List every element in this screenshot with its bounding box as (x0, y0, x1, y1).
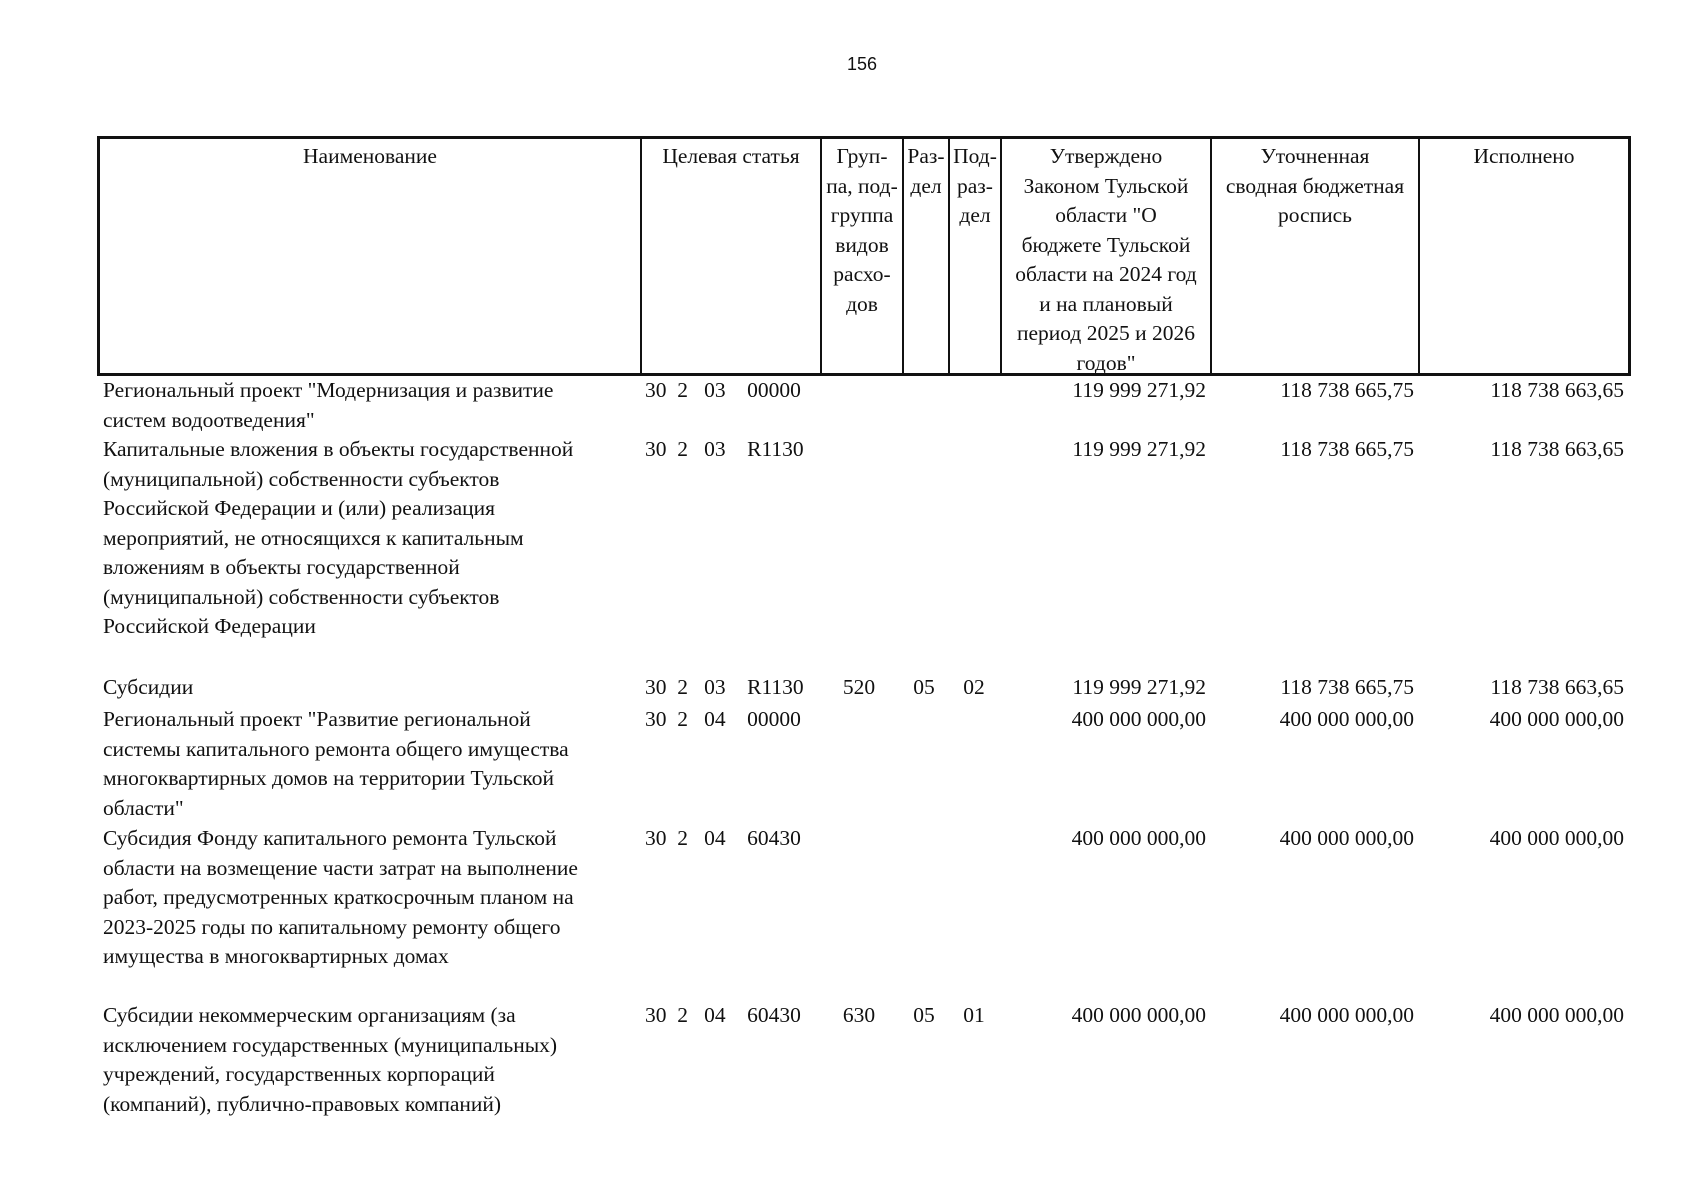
row-executed: 118 738 663,65 (1490, 675, 1624, 699)
row-approved: 119 999 271,92 (1072, 675, 1206, 699)
row-refined: 118 738 665,75 (1280, 675, 1414, 699)
row-subsection: 02 (963, 675, 985, 699)
page-number: 156 (846, 54, 878, 74)
row-code: 30 2 04 60430 (645, 1003, 801, 1027)
header-section: Раз- дел (904, 139, 950, 373)
row-refined: 118 738 665,75 (1280, 378, 1414, 402)
row-name: Субсидии (103, 675, 194, 699)
row-approved: 400 000 000,00 (1071, 707, 1206, 731)
row-code: 30 2 04 60430 (645, 826, 801, 850)
row-executed: 118 738 663,65 (1490, 378, 1624, 402)
row-name: Региональный проект "Развитие региональной системы капитального ремонта общего имущества многоквартирных домов на территории Тульской области" (103, 707, 569, 820)
row-group: 630 (842, 1003, 876, 1027)
row-refined: 118 738 665,75 (1280, 437, 1414, 461)
row-code: 30 2 04 00000 (645, 707, 801, 731)
row-code: 30 2 03 R1130 (645, 675, 804, 699)
row-section: 05 (913, 1003, 935, 1027)
row-subsection: 01 (963, 1003, 985, 1027)
header-approved: Утверждено Законом Тульской области "О бюджете Тульской области на 2024 год и на плановый период 2025 и 2026 годов" (1002, 139, 1212, 373)
row-approved: 119 999 271,92 (1072, 437, 1206, 461)
row-code: 30 2 03 R1130 (645, 437, 804, 461)
row-code: 30 2 03 00000 (645, 378, 801, 402)
table-header (97, 136, 1631, 376)
row-refined: 400 000 000,00 (1279, 707, 1414, 731)
row-name: Капитальные вложения в объекты государственной (муниципальной) собственности субъектов Российской Федерации и (или) реализация мероприятий, не относящихся к капитальным вложениям в объекты государственной (муниципальной) собственности субъектов Российской Федерации (103, 437, 574, 638)
row-executed: 118 738 663,65 (1490, 437, 1624, 461)
row-approved: 400 000 000,00 (1071, 1003, 1206, 1027)
row-refined: 400 000 000,00 (1279, 826, 1414, 850)
row-name: Субсидия Фонду капитального ремонта Тульской области на возмещение части затрат на выполнение работ, предусмотренных краткосрочным планом на 2023-2025 годы по капитальному ремонту общего имущества в многоквартирных домах (103, 826, 578, 968)
row-section: 05 (913, 675, 935, 699)
row-approved: 400 000 000,00 (1071, 826, 1206, 850)
row-refined: 400 000 000,00 (1279, 1003, 1414, 1027)
header-name: Наименование (100, 139, 642, 373)
header-expense-group: Груп- па, под- группа видов расхо- дов (822, 139, 904, 373)
header-target-article: Целевая статья (642, 139, 822, 373)
header-subsection: Под- раз- дел (950, 139, 1002, 373)
row-executed: 400 000 000,00 (1489, 826, 1624, 850)
row-name: Региональный проект "Модернизация и развитие систем водоотведения" (103, 378, 554, 432)
row-name: Субсидии некоммерческим организациям (за исключением государственных (муниципальных) учреждений, государственных корпораций (компаний), публично-правовых компаний) (103, 1003, 558, 1116)
header-executed: Исполнено (1473, 144, 1575, 168)
row-executed: 400 000 000,00 (1489, 1003, 1624, 1027)
header-refined: Уточненная сводная бюджетная роспись (1212, 139, 1420, 373)
row-approved: 119 999 271,92 (1072, 378, 1206, 402)
row-group: 520 (842, 675, 876, 699)
row-executed: 400 000 000,00 (1489, 707, 1624, 731)
